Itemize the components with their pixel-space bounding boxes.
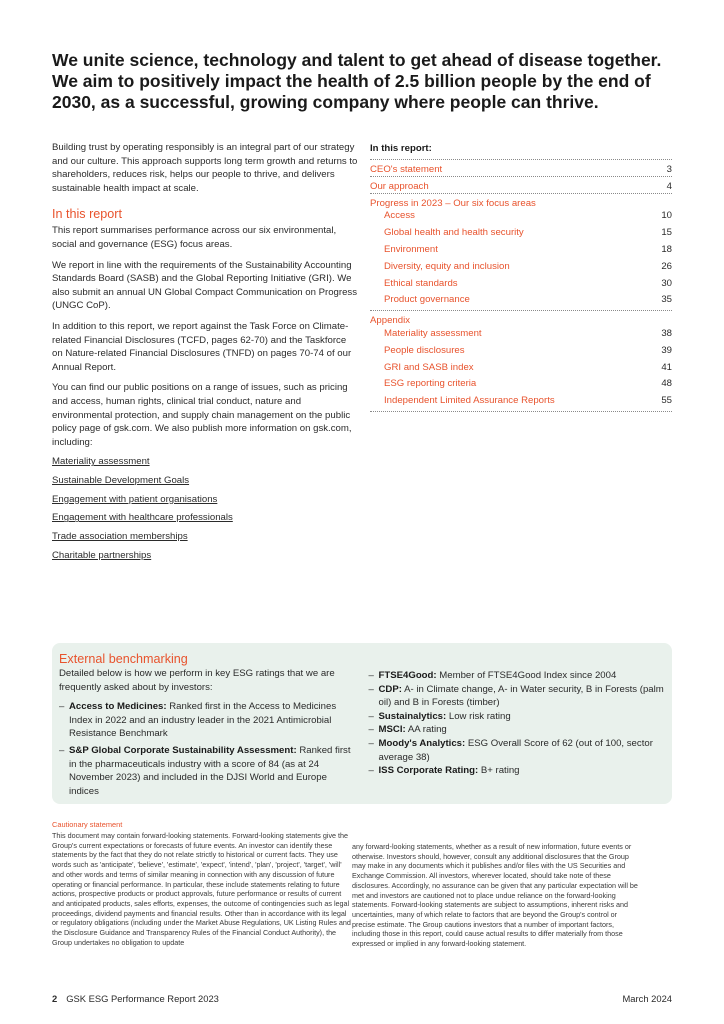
toc-entry-page: 26: [661, 260, 672, 272]
benchmark-text: [379, 737, 665, 764]
benchmark-detail: Member of FTSE4Good Index since 2004: [436, 670, 617, 681]
toc-entry-page: 38: [661, 327, 672, 339]
dash-bullet: –: [368, 765, 374, 777]
link-healthcare-professionals[interactable]: Engagement with healthcare professionals: [52, 512, 233, 524]
benchmarking-left-column: [59, 667, 355, 801]
benchmark-detail: Ranked first in the pharmaceuticals industry with a score of 84 (as at 24 November 2023) and included in the DJSI World and Europe indices: [69, 744, 351, 797]
benchmark-item: [369, 669, 665, 683]
benchmark-name: MSCI:: [378, 724, 406, 736]
page-number: 2: [52, 993, 58, 1004]
benchmark-detail: Low risk rating: [446, 710, 511, 722]
dash-bullet: –: [368, 710, 374, 722]
toc-entry[interactable]: [370, 260, 672, 277]
toc-entry-label: Environment: [384, 243, 438, 255]
toc-entry-label: Progress in 2023 – Our six focus areas: [370, 197, 536, 209]
toc-entry-page: 30: [661, 277, 672, 289]
toc-entry-page: 41: [661, 361, 672, 373]
toc-entry[interactable]: [370, 226, 672, 243]
footer-date: March 2024: [622, 993, 672, 1004]
benchmark-item: [59, 744, 355, 798]
toc-entry-label: Our approach: [370, 180, 429, 192]
benchmark-item: [369, 723, 665, 737]
dash-bullet: –: [368, 724, 374, 736]
benchmark-text: [379, 710, 511, 724]
page-headline: [52, 50, 672, 113]
cautionary-text-column-1: This document may contain forward-looking statements. Forward-looking statements give the Group's current expectations or forecasts of future events. An investor can identify these statements by the fact that they do not relate strictly to historical or current facts. They use words such as 'anticipate', 'believe', 'estimate', 'expect', 'intend', 'plan', 'project', 'target', 'will' and other words and terms of similar meaning in connection with any discussion of future operating or financial performance. In particular, these include statements relating to future actions, prospective products or product approvals, future performance or results of current and anticipated products, sales efforts, expenses, the outcome of contingencies such as legal proceedings, dividend payments and financial results. Other than in accordance with its legal or regulatory obligations (including under the Market Abuse Regulations, UK Listing Rules and the Disclosure Guidance and Transparency Rules of the Financial Conduct Authority), the Group undertakes no obligation to update: [52, 831, 351, 947]
toc-entry-label: CEO's statement: [370, 164, 443, 175]
benchmark-text: [379, 669, 617, 683]
link-trade-association-memberships[interactable]: Trade association memberships: [52, 531, 188, 543]
toc-section-header[interactable]: [370, 193, 672, 210]
benchmark-detail: B+ rating: [478, 765, 520, 777]
toc-entry-page: 48: [661, 378, 672, 390]
toc-entry[interactable]: [370, 394, 672, 411]
benchmark-text: [379, 764, 520, 778]
cautionary-statement-heading: Cautionary statement: [52, 820, 123, 829]
toc-entry[interactable]: [370, 176, 672, 193]
benchmarking-columns: [59, 667, 664, 801]
toc-entry-label: Access: [384, 210, 415, 222]
toc-entry[interactable]: [370, 293, 672, 310]
toc-entry[interactable]: [370, 327, 672, 344]
dash-bullet: –: [368, 670, 374, 681]
benchmark-name: Sustainalytics:: [378, 710, 447, 722]
benchmark-name: Moody's Analytics:: [378, 737, 466, 749]
link-sustainable-development-goals[interactable]: Sustainable Development Goals: [52, 474, 190, 486]
toc-entry[interactable]: [370, 377, 672, 394]
toc-entry-label: People disclosures: [384, 344, 465, 356]
headline-line-2: We aim to positively impact the health of 2.5 billion people by the end of: [52, 71, 651, 91]
toc-entry[interactable]: [370, 277, 672, 294]
toc-entry[interactable]: [370, 361, 672, 378]
toc-entry-label: Diversity, equity and inclusion: [384, 260, 510, 272]
toc-entry-page: 35: [661, 294, 672, 306]
cautionary-text-column-2: any forward-looking statements, whether as a result of new information, future events or otherwise. Investors should, however, consult any additional disclosures that the Group may make in any documents which it publishes and/or files with the US Securities and Exchange Commission. All investors, wherever located, should take note of these disclosures. Accordingly, no assurance can be given that any particular expectation will be met and investors are cautioned not to place undue reliance on the forward-looking statements. Forward-looking statements are subject to assumptions, inherent risks and uncertainties, many of which relate to factors that are beyond the Group's control or precise estimate. The Group cautions investors that a number of important factors, including those in this report, could cause actual results to differ materially from those expressed or implied in any forward-looking statement.: [352, 842, 638, 949]
dash-bullet: –: [59, 701, 65, 713]
benchmark-item: [369, 737, 665, 764]
cautionary-statement: [52, 820, 672, 949]
benchmark-detail: A- in Climate change, A- in Water security, B in Forests (palm oil) and B in Forests (timber): [378, 683, 664, 709]
toc-divider: [370, 411, 672, 412]
toc-entry-label: Independent Limited Assurance Reports: [384, 395, 555, 407]
benchmark-text: [379, 723, 447, 737]
toc-entry-label: Global health and health security: [384, 227, 524, 239]
left-column: [52, 141, 358, 568]
toc-entry-label: ESG reporting criteria: [384, 378, 477, 390]
toc-entry[interactable]: [370, 243, 672, 260]
benchmark-name: CDP:: [378, 683, 402, 695]
benchmark-item: [369, 683, 665, 710]
benchmark-name: FTSE4Good:: [378, 670, 437, 681]
benchmarking-heading: External benchmarking: [59, 652, 188, 666]
footer-report-title: GSK ESG Performance Report 2023: [66, 993, 219, 1004]
page-footer: [52, 993, 672, 1004]
link-materiality-assessment[interactable]: Materiality assessment: [52, 456, 150, 468]
benchmark-detail: ESG Overall Score of 62 (out of 100, sector average 38): [378, 737, 653, 763]
toc-entry[interactable]: [370, 344, 672, 361]
toc-entry-page: 15: [661, 227, 672, 239]
table-of-contents: [370, 143, 672, 412]
toc-entry-page: 55: [661, 395, 672, 407]
benchmark-text: [69, 700, 355, 741]
toc-entry[interactable]: [370, 159, 672, 176]
toc-entry-page: 18: [661, 243, 672, 255]
link-patient-organisations[interactable]: Engagement with patient organisations: [52, 493, 218, 505]
dash-bullet: –: [59, 744, 65, 756]
toc-entry-label: Ethical standards: [384, 277, 458, 289]
benchmarking-right-column: [369, 667, 665, 801]
benchmark-name: S&P Global Corporate Sustainability Assessment:: [69, 744, 297, 756]
benchmark-detail: AA rating: [405, 724, 447, 736]
toc-title: In this report:: [370, 143, 432, 154]
report-paragraph-3: In addition to this report, we report against the Task Force on Climate-related Financial Disclosures (TCFD, pages 62-70) and the Taskforce on Nature-related Financial Disclosures (TNFD) on pages 70-74 of our Annual Report.: [52, 320, 352, 373]
benchmark-name: Access to Medicines:: [69, 701, 167, 713]
report-paragraph-1: This report summarises performance across our six environmental, social and governance (ESG) focus areas.: [52, 225, 337, 250]
dash-bullet: –: [368, 683, 374, 695]
benchmark-item: [369, 764, 665, 778]
benchmark-item: [369, 710, 665, 724]
benchmark-name: ISS Corporate Rating:: [378, 765, 479, 777]
toc-entry-page: 3: [666, 164, 672, 175]
headline-line-1: We unite science, technology and talent to get ahead of disease together.: [52, 50, 662, 70]
benchmark-detail: Ranked first in the Access to Medicines Index in 2022 and an industry leader in the 2021 Antimicrobial Resistance Benchmark: [69, 701, 337, 740]
benchmark-text: [69, 744, 355, 798]
footer-left: [52, 993, 219, 1004]
benchmark-text: [379, 683, 665, 710]
benchmark-item: [59, 700, 355, 741]
report-paragraph-2: We report in line with the requirements of the Sustainability Accounting Standards Board (SASB) and the Global Reporting Initiative (GRI). We also submit an annual UN Global Compact Communication on Progress (UNGC CoP).: [52, 259, 358, 312]
toc-section-header[interactable]: [370, 310, 672, 327]
gsk-links: [52, 456, 358, 561]
toc-entry-label: GRI and SASB index: [384, 361, 474, 373]
external-benchmarking-panel: [52, 643, 672, 804]
link-charitable-partnerships[interactable]: Charitable partnerships: [52, 549, 152, 561]
toc-entry[interactable]: [370, 209, 672, 226]
intro-paragraph: Building trust by operating responsibly is an integral part of our strategy and our culture. This approach supports long term growth and returns to shareholders, reduces risk, helps our people to thrive, and delivers sustainable health impact at scale.: [52, 142, 358, 194]
report-paragraph-4: You can find our public positions on a range of issues, such as pricing and access, human rights, clinical trial conduct, nature and environmental protection, and supply chain management on the public policy page of gsk.com. We also publish more information on gsk.com, including:: [52, 382, 352, 448]
in-this-report-heading: In this report: [52, 207, 122, 222]
toc-entry-label: Materiality assessment: [384, 327, 482, 339]
headline-line-3: 2030, as a successful, growing company where people can thrive.: [52, 92, 599, 112]
benchmarking-intro: Detailed below is how we perform in key ESG ratings that we are frequently asked about by investors:: [59, 668, 335, 693]
cautionary-statement-columns: [52, 831, 672, 949]
toc-entry-label: Appendix: [370, 315, 411, 327]
toc-entry-label: Product governance: [384, 294, 470, 306]
toc-entry-page: 4: [666, 180, 672, 192]
dash-bullet: –: [368, 737, 374, 749]
toc-entry-page: 39: [661, 344, 672, 356]
toc-entry-page: 10: [661, 210, 672, 222]
